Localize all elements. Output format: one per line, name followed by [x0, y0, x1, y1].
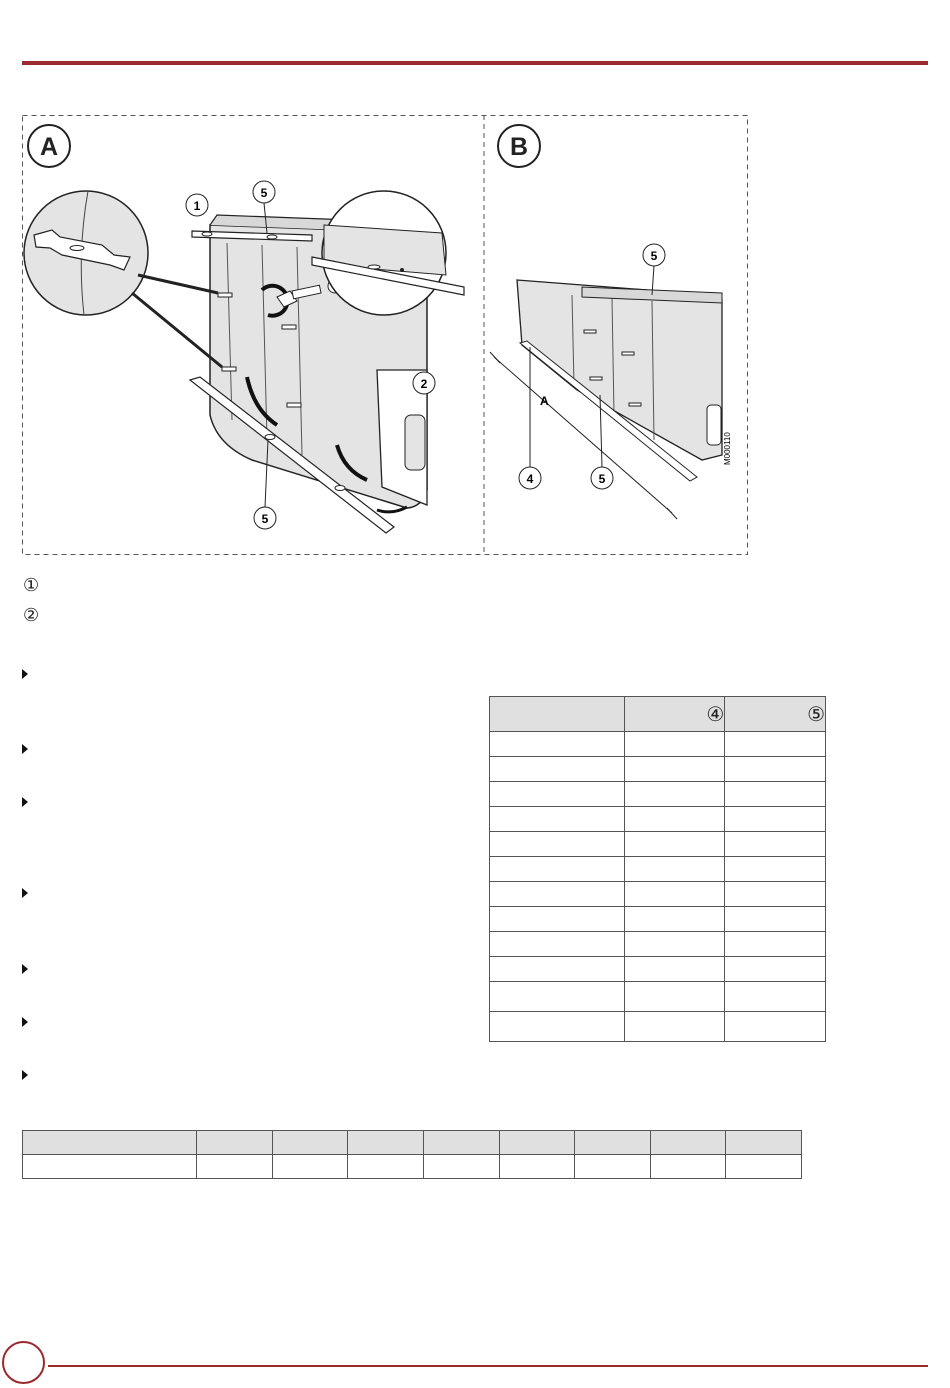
table-header-cell: ④	[624, 697, 725, 732]
bullet-marker	[22, 669, 28, 679]
callout-1-a	[186, 194, 208, 216]
svg-text:5: 5	[260, 186, 268, 200]
table-row	[490, 757, 826, 782]
table-row	[490, 807, 826, 832]
svg-text:M000110: M000110	[723, 432, 732, 465]
svg-text:5: 5	[598, 472, 606, 486]
bullet-marker	[22, 797, 28, 807]
page-number-badge	[2, 1341, 45, 1384]
svg-text:5: 5	[650, 249, 658, 263]
table-row	[490, 907, 826, 932]
bullet-marker	[22, 964, 28, 974]
svg-text:B: B	[509, 133, 529, 161]
bullet-marker	[22, 1070, 28, 1080]
table-header-row	[490, 697, 826, 732]
svg-text:5: 5	[261, 512, 269, 526]
legend-marker-2: ②	[23, 605, 40, 626]
svg-text:A: A	[39, 133, 59, 161]
callout-4-b	[519, 347, 541, 489]
legend-marker-1: ①	[23, 575, 40, 596]
svg-text:2: 2	[420, 377, 428, 391]
detail-magnifier-left	[24, 191, 222, 367]
panel-b-badge	[498, 125, 540, 167]
header-rule	[22, 61, 928, 65]
callout-5-b-top	[643, 244, 665, 295]
table-row	[23, 1155, 802, 1179]
table-header-row	[23, 1131, 802, 1155]
footer-rule	[48, 1365, 928, 1367]
svg-text:1: 1	[193, 199, 201, 213]
bottom-table	[22, 1130, 802, 1179]
table-row	[490, 832, 826, 857]
bullet-marker	[22, 1017, 28, 1027]
bullet-marker	[22, 888, 28, 898]
svg-text:A: A	[540, 394, 549, 408]
table-row	[490, 782, 826, 807]
dimensions-table	[489, 696, 826, 1042]
table-row	[490, 957, 826, 982]
table-row	[490, 932, 826, 957]
table-row	[490, 857, 826, 882]
installation-figure	[22, 115, 748, 555]
table-row	[490, 1012, 826, 1042]
bullet-marker	[22, 744, 28, 754]
table-row	[490, 982, 826, 1012]
table-header-cell: ⑤	[725, 697, 826, 732]
table-row	[490, 732, 826, 757]
panel-a-badge	[28, 125, 70, 167]
callout-2-a	[413, 372, 435, 394]
table-header-cell	[490, 697, 625, 732]
svg-text:4: 4	[526, 472, 534, 486]
table-row	[490, 882, 826, 907]
